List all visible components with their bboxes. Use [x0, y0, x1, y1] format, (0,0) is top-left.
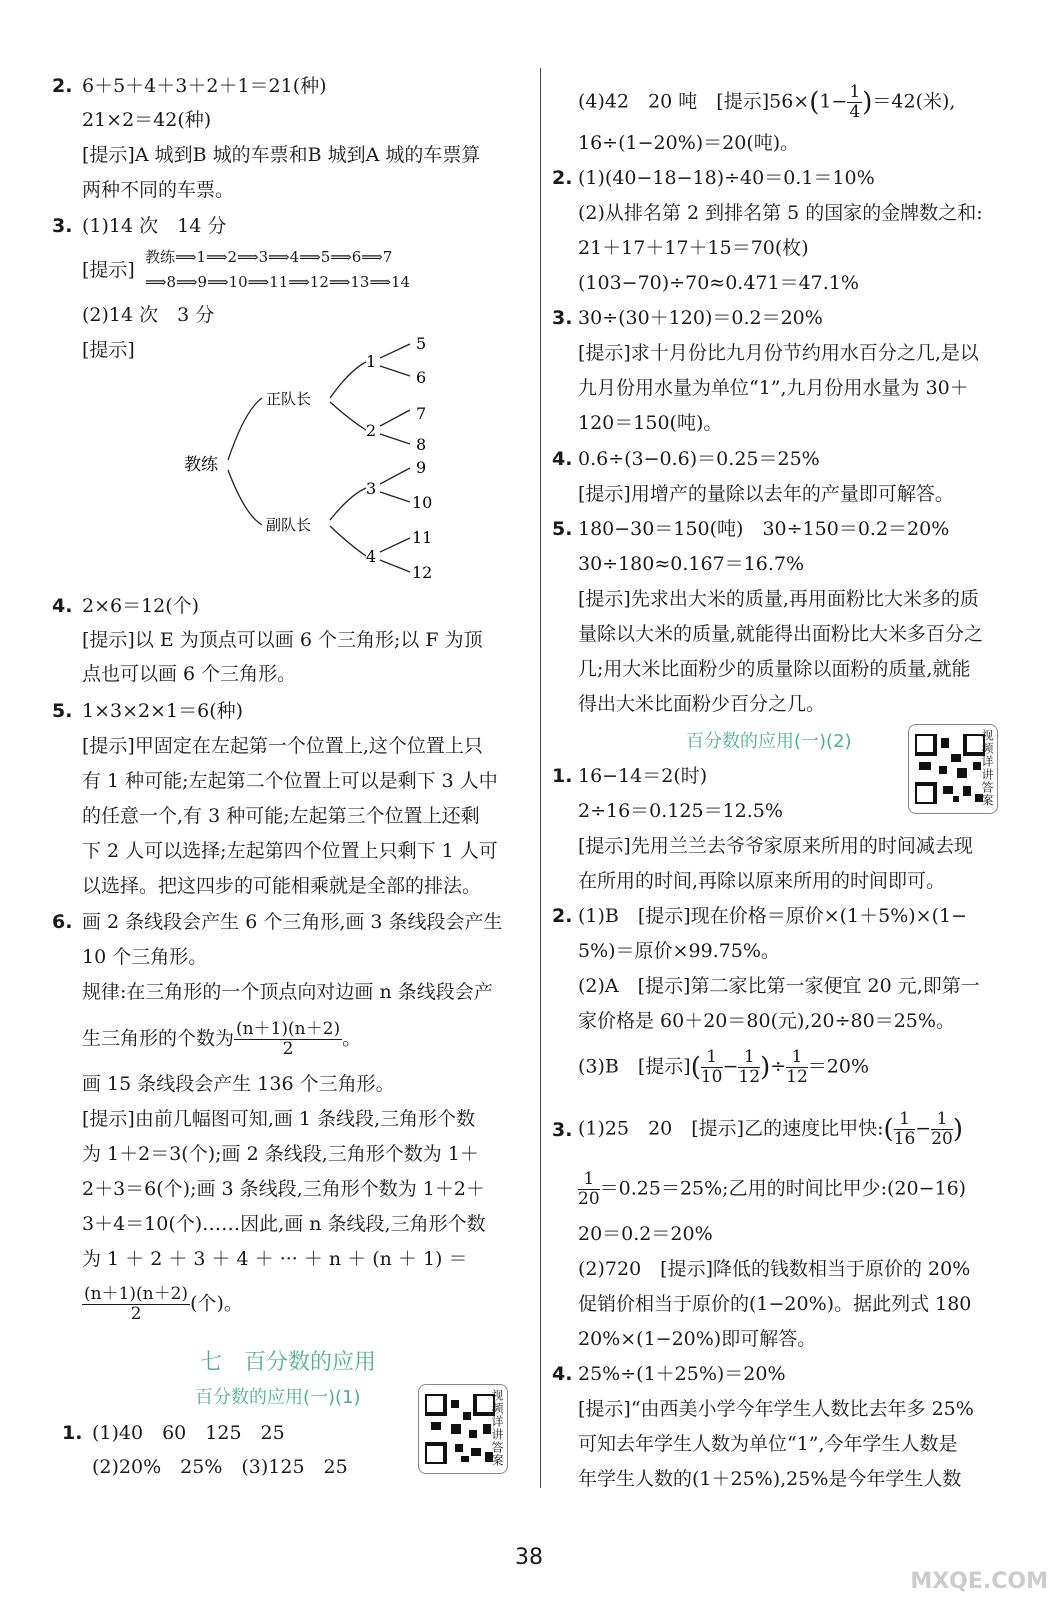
- answer-line: 180−30＝150(吨) 30÷150＝0.2＝20%: [578, 518, 950, 540]
- answer-line: 20＝0.2＝20%: [578, 1223, 713, 1245]
- question-number: 5.: [52, 700, 73, 722]
- hint-line: 20%×(1−20%)即可解答。: [578, 1328, 817, 1350]
- formula-line: (3)B [提示]( $\frac{1}{10}$ − $\frac{1}{12}$ )÷ $\frac{1}{12}$ ＝20%: [578, 1047, 870, 1087]
- hint-line: 有 1 种可能;左起第二个位置上可以是剩下 3 人中: [82, 770, 498, 792]
- tree-leaf: 10: [412, 493, 433, 512]
- chapter-title: 七 百分数的应用: [200, 1350, 377, 1375]
- hint-line: [提示]甲固定在左起第一个位置上,这个位置上只: [82, 735, 483, 757]
- section-title: 百分数的应用(一)(1): [195, 1387, 361, 1408]
- fraction-denominator: 12: [738, 1067, 761, 1087]
- page-number: 38: [515, 1545, 543, 1570]
- hint-line: 在所用的时间,再除以原来所用的时间即可。: [578, 870, 946, 892]
- question-number: 5.: [552, 518, 573, 540]
- hint-line: 年学生人数的(1＋25%),25%是今年学生人数: [578, 1468, 962, 1490]
- formula-text: (4)42 20 吨 [提示]56×: [578, 90, 810, 113]
- tree-leaf: 12: [412, 563, 433, 582]
- formula-text: ＝20%: [807, 1055, 870, 1078]
- paren: (: [690, 1052, 701, 1083]
- answer-line: (1)B [提示]现在价格＝原价×(1＋5%)×(1−: [578, 905, 968, 927]
- hint-label: [提示]: [82, 339, 135, 361]
- hint-line: [提示]先求出大米的质量,再用面粉比大米多的质: [578, 588, 979, 610]
- tree-node: 副队长: [266, 516, 312, 534]
- fraction: [847, 83, 862, 122]
- hint-line: 下 2 人可以选择;左起第四个位置上只剩下 1 人可: [82, 840, 498, 862]
- fraction: [578, 1170, 600, 1209]
- formula-text: 生三角形的个数为: [82, 1027, 235, 1050]
- answer-line: 16÷(1−20%)＝20(吨)。: [578, 132, 800, 154]
- order-chain: 教练⟹1⟹2⟹3⟹4⟹5⟹6⟹7: [145, 248, 393, 266]
- answer-line: 1×3×2×1＝6(种): [82, 700, 244, 722]
- fraction-denominator: 4: [849, 102, 861, 122]
- fraction: [82, 1285, 190, 1324]
- qr-caption: 视频详讲答案: [980, 729, 994, 807]
- formula-line: [578, 1170, 966, 1209]
- hint-line: 为 1＋2＝3(个);画 2 条线段,三角形个数为 1＋: [82, 1143, 479, 1165]
- formula-text: (1)25 20 [提示]乙的速度比甲快:: [578, 1117, 884, 1140]
- hint-line: 促销价相当于原价的(1−20%)。据此列式 180: [578, 1293, 972, 1315]
- qr-code[interactable]: [908, 724, 998, 814]
- fraction-denominator: 2: [282, 1039, 294, 1059]
- fraction: [234, 1020, 342, 1059]
- answer-line: (2)14 次 3 分: [82, 304, 215, 326]
- fraction-denominator: 2: [130, 1304, 142, 1324]
- hint-line: [提示]以 E 为顶点可以画 6 个三角形;以 F 为顶: [82, 629, 483, 651]
- answer-line: 家价格是 60＋20＝80(元),20÷80＝25%。: [578, 1010, 955, 1032]
- hint-line: 可知去年学生人数为单位“1”,今年学生人数是: [578, 1433, 958, 1455]
- answer-line: 规律:在三角形的一个顶点向对边画 n 条线段会产: [82, 981, 493, 1003]
- question-number: 4.: [52, 595, 73, 617]
- tree-node: 教练: [184, 455, 218, 475]
- fraction: [931, 1110, 953, 1149]
- tree-leaf: 6: [416, 368, 427, 387]
- paren: (: [883, 1114, 894, 1145]
- answer-line: (2)20% 25% (3)125 25: [92, 1456, 348, 1478]
- question-number: 3.: [552, 307, 573, 329]
- answer-line: 10 个三角形。: [82, 946, 208, 968]
- paren: ): [760, 1052, 771, 1083]
- hint-line: 的任意一个,有 3 种可能;左起第三个位置上还剩: [82, 805, 480, 827]
- qr-code[interactable]: [418, 1384, 508, 1474]
- hint-line: [提示]由前几幅图可知,画 1 条线段,三角形个数: [82, 1108, 476, 1130]
- fraction: [894, 1110, 916, 1149]
- fraction-numerator: (n＋1)(n＋2): [84, 1284, 189, 1304]
- fraction: [786, 1048, 808, 1087]
- fraction: [701, 1048, 723, 1087]
- formula-line: (4)42 20 吨 [提示]56×(1− $\frac{1}{4}$ )＝42(米),: [578, 82, 956, 122]
- paren: ): [952, 1114, 964, 1145]
- tree-node: 3: [366, 479, 377, 498]
- question-number: 2.: [552, 167, 573, 189]
- answer-line: 2÷16＝0.125＝12.5%: [578, 800, 783, 822]
- formula-text: (3)B [提示]: [578, 1055, 691, 1078]
- answer-line: 21＋17＋17＋15＝70(枚): [578, 237, 809, 259]
- answer-line: 30÷(30＋120)＝0.2＝20%: [578, 307, 823, 329]
- fraction-numerator: 1: [849, 82, 861, 102]
- answer-line: 16−14＝2(时): [578, 765, 708, 787]
- hint-label: [提示]: [82, 259, 135, 281]
- fraction-numerator: 1: [894, 1110, 916, 1130]
- question-number: 4.: [552, 448, 573, 470]
- answer-line: 画 2 条线段会产生 6 个三角形,画 3 条线段会产生: [82, 911, 503, 933]
- tree-leaf: 7: [416, 404, 427, 423]
- column-divider: [540, 68, 541, 1488]
- tree-leaf: 11: [412, 528, 433, 547]
- tree-leaf: 8: [416, 435, 427, 454]
- hint-line: [提示]A 城到B 城的车票和B 城到A 城的车票算: [82, 144, 481, 166]
- tree-node: 4: [366, 547, 377, 566]
- watermark: MXQE.COM: [910, 1569, 1048, 1594]
- qr-caption: 视频详讲答案: [490, 1389, 504, 1467]
- hint-line: 为 1 ＋ 2 ＋ 3 ＋ 4 ＋ ··· ＋ n ＋ (n ＋ 1) ＝: [82, 1248, 468, 1270]
- fraction-denominator: 12: [786, 1067, 808, 1087]
- formula-line: (1)25 20 [提示]乙的速度比甲快:( $\frac{1}{16}$ − $\frac{1}{20}$ ): [578, 1109, 964, 1149]
- answer-line: (2)720 [提示]降低的钱数相当于原价的 20%: [578, 1258, 971, 1280]
- hint-line: [提示]“由西美小学今年学生人数比去年多 25%: [578, 1398, 974, 1420]
- section-title: 百分数的应用(一)(2): [686, 731, 852, 752]
- hint-line: 得出大米比面粉少百分之几。: [578, 693, 826, 715]
- tree-node: 1: [366, 352, 377, 371]
- answer-line: 画 15 条线段会产生 136 个三角形。: [82, 1073, 395, 1095]
- question-number: 2.: [552, 905, 573, 927]
- question-number: 1.: [552, 765, 573, 787]
- formula-line: [82, 1020, 361, 1059]
- question-number: 6.: [52, 911, 73, 933]
- formula-text: (个)。: [190, 1292, 243, 1315]
- hint-line: [提示]求十月份比九月份节约用水百分之几,是以: [578, 342, 979, 364]
- answer-line: 6＋5＋4＋3＋2＋1＝21(种): [82, 75, 327, 97]
- formula-text: 。: [342, 1027, 362, 1050]
- question-number: 3.: [552, 1119, 573, 1141]
- answer-line: 21×2＝42(种): [82, 109, 212, 131]
- tree-diagram: [170, 330, 470, 590]
- fraction-denominator: 16: [893, 1129, 916, 1149]
- tree-node: 2: [366, 421, 377, 440]
- fraction-denominator: 10: [700, 1067, 723, 1087]
- tree-node: 正队长: [266, 390, 312, 408]
- fraction-denominator: 20: [578, 1189, 600, 1209]
- fraction: [738, 1048, 760, 1087]
- answer-line: 2×6＝12(个): [82, 595, 200, 617]
- hint-line: 点也可以画 6 个三角形。: [82, 663, 297, 685]
- fraction-numerator: 1: [786, 1048, 808, 1068]
- question-number: 2.: [52, 75, 73, 97]
- answer-line: (1)40 60 125 25: [92, 1422, 285, 1444]
- hint-line: 2＋3＝6(个);画 3 条线段,三角形个数为 1＋2＋: [82, 1178, 485, 1200]
- formula-text: ＝0.25＝25%;乙用的时间比甲少:(20−16): [599, 1177, 967, 1200]
- fraction-numerator: (n＋1)(n＋2): [236, 1019, 341, 1039]
- answer-line: (1)14 次 14 分: [82, 215, 227, 237]
- hint-line: 两种不同的车票。: [82, 179, 235, 201]
- qr-pattern-icon: [425, 1394, 495, 1464]
- question-number: 4.: [552, 1363, 573, 1385]
- hint-line: 以选择。把这四步的可能相乘就是全部的排法。: [82, 875, 482, 897]
- hint-line: [提示]先用兰兰去爷爷家原来所用的时间减去现: [578, 835, 973, 857]
- answer-line: 5%)＝原价×99.75%。: [578, 940, 780, 962]
- answer-line: 0.6÷(3−0.6)＝0.25＝25%: [578, 448, 820, 470]
- hint-line: 量除以大米的质量,就能得出面粉比大米多百分之: [578, 623, 984, 645]
- answer-line: (2)A [提示]第二家比第一家便宜 20 元,即第一: [578, 975, 980, 997]
- formula-text: ＝42(米),: [872, 90, 956, 113]
- hint-line: 3＋4＝10(个)……因此,画 n 条线段,三角形个数: [82, 1213, 486, 1235]
- answer-line: 25%÷(1＋25%)＝20%: [578, 1363, 786, 1385]
- answer-line: (103−70)÷70≈0.471＝47.1%: [578, 272, 859, 294]
- hint-line: 九月份用水量为单位“1”,九月份用水量为 30＋: [578, 377, 969, 399]
- answer-line: (2)从排名第 2 到排名第 5 的国家的金牌数之和:: [578, 202, 983, 224]
- fraction-numerator: 1: [578, 1170, 600, 1190]
- question-number: 1.: [62, 1422, 83, 1444]
- fraction-numerator: 1: [931, 1110, 953, 1130]
- answer-line: 30÷180≈0.167＝16.7%: [578, 553, 805, 575]
- answer-line: (1)(40−18−18)÷40＝0.1＝10%: [578, 167, 875, 189]
- hint-line: 120＝150(吨)。: [578, 412, 723, 434]
- paren: (: [809, 87, 820, 118]
- tree-leaf: 9: [416, 458, 427, 477]
- hint-line: [提示]用增产的量除以去年的产量即可解答。: [578, 483, 954, 505]
- fraction-numerator: 1: [701, 1048, 723, 1068]
- question-number: 3.: [52, 215, 73, 237]
- fraction-denominator: 20: [931, 1129, 953, 1149]
- fraction-numerator: 1: [738, 1048, 760, 1068]
- qr-pattern-icon: [915, 734, 985, 804]
- hint-line: 几;用大米比面粉少的质量除以面粉的质量,就能: [578, 658, 971, 680]
- order-chain: ⟹8⟹9⟹10⟹11⟹12⟹13⟹14: [145, 273, 411, 291]
- tree-leaf: 5: [416, 334, 427, 353]
- paren: ): [862, 87, 873, 118]
- formula-line: [82, 1285, 243, 1324]
